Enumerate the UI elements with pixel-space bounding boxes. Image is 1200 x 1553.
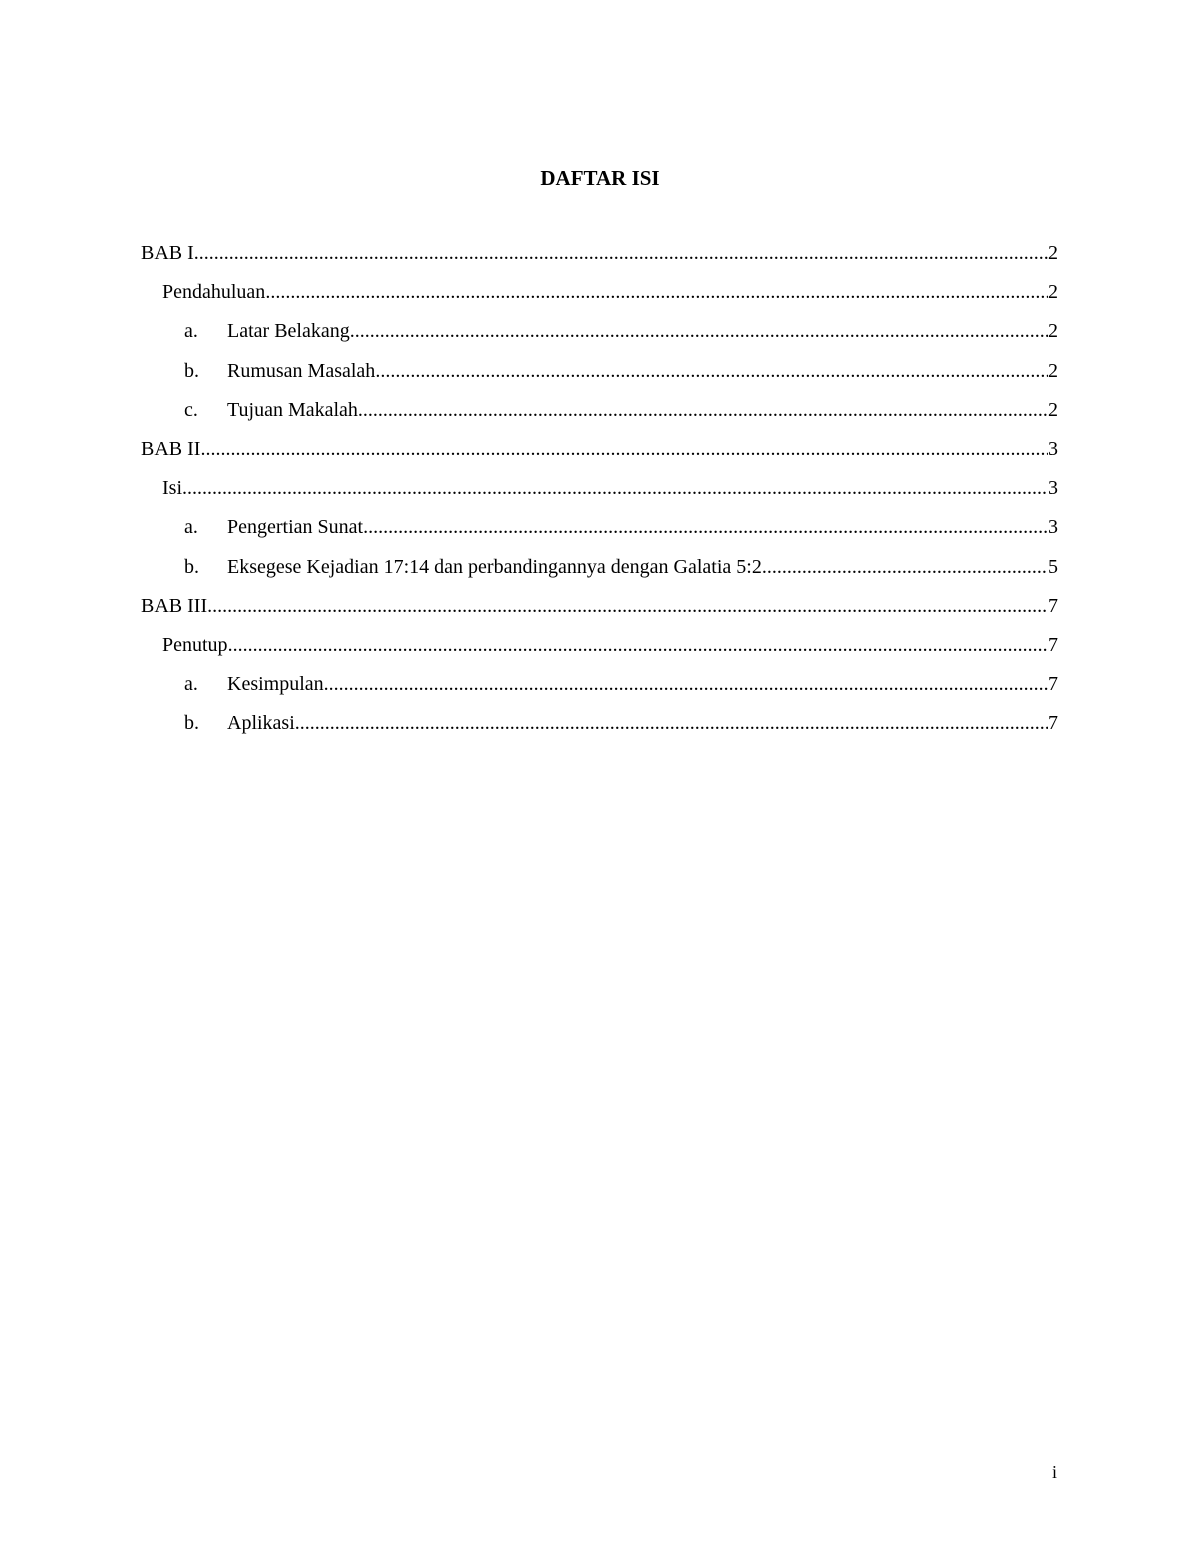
page-title: DAFTAR ISI — [540, 166, 660, 190]
toc-entry-marker: b. — [184, 712, 199, 735]
toc-page-number: 2 — [1048, 242, 1058, 264]
toc-page-number: 7 — [1048, 673, 1058, 696]
toc-entry-label: Eksegese Kejadian 17:14 dan perbandingannya dengan Galatia 5:2 — [227, 555, 762, 578]
toc-entry-label: Kesimpulan — [227, 673, 324, 696]
toc-entry-bab-1[interactable] — [141, 236, 1058, 275]
toc-entry-latar-belakang[interactable] — [141, 314, 1058, 353]
toc-entry-label: Pengertian Sunat — [227, 516, 364, 539]
toc-entry-label: Rumusan Masalah — [227, 359, 376, 382]
toc-entry-label: BAB III — [141, 594, 208, 617]
toc-leader-dots — [295, 706, 1048, 740]
footer-page-number: i — [1051, 1462, 1057, 1482]
toc-leader-dots — [358, 393, 1048, 427]
toc-entry-label: BAB I — [141, 242, 194, 264]
toc-entry-aplikasi[interactable] — [141, 706, 1058, 745]
toc-leader-dots — [375, 354, 1048, 388]
toc-page-number: 2 — [1048, 281, 1058, 304]
toc-entry-eksegese[interactable] — [141, 550, 1058, 589]
toc-entry-label: Pendahuluan — [162, 281, 266, 304]
toc-entry-penutup[interactable] — [141, 628, 1058, 667]
toc-entry-marker: a. — [184, 516, 198, 539]
toc-leader-dots — [265, 275, 1048, 309]
toc-leader-dots — [762, 550, 1048, 584]
toc-entry-marker: a. — [184, 320, 198, 343]
toc-entry-label: Latar Belakang — [227, 320, 350, 343]
toc-page-number: 7 — [1048, 712, 1058, 735]
toc-entry-label: Tujuan Makalah — [227, 398, 358, 421]
toc-page-number: 3 — [1048, 516, 1058, 539]
toc-leader-dots — [194, 236, 1048, 270]
toc-entry-pengertian-sunat[interactable] — [141, 510, 1058, 549]
toc-entry-marker: c. — [184, 398, 198, 421]
toc-leader-dots — [324, 667, 1048, 701]
toc-entry-marker: b. — [184, 555, 199, 578]
toc-leader-dots — [350, 314, 1048, 348]
toc-entry-pendahuluan[interactable] — [141, 275, 1058, 314]
toc-entry-isi[interactable] — [141, 471, 1058, 510]
table-of-contents — [141, 236, 1058, 745]
toc-page-number: 3 — [1048, 477, 1058, 500]
toc-page-number: 2 — [1048, 359, 1058, 382]
toc-entry-label: Isi — [162, 477, 182, 500]
toc-page-number: 7 — [1048, 594, 1058, 617]
toc-leader-dots — [228, 628, 1048, 662]
toc-entry-bab-3[interactable] — [141, 589, 1058, 628]
toc-entry-marker: b. — [184, 359, 199, 382]
toc-entry-label: BAB II — [141, 437, 201, 460]
toc-entry-label: Penutup — [162, 633, 228, 656]
toc-leader-dots — [363, 510, 1048, 544]
toc-entry-bab-2[interactable] — [141, 432, 1058, 471]
toc-page-number: 2 — [1048, 320, 1058, 343]
toc-entry-marker: a. — [184, 673, 198, 696]
toc-entry-kesimpulan[interactable] — [141, 667, 1058, 706]
toc-page-number: 2 — [1048, 398, 1058, 421]
toc-leader-dots — [207, 589, 1048, 623]
toc-page-number: 5 — [1048, 555, 1058, 578]
toc-page-number: 7 — [1048, 633, 1058, 656]
toc-entry-label: Aplikasi — [227, 712, 295, 735]
toc-entry-rumusan-masalah[interactable] — [141, 354, 1058, 393]
toc-leader-dots — [182, 471, 1048, 505]
toc-leader-dots — [200, 432, 1048, 466]
toc-page-number: 3 — [1048, 437, 1058, 460]
toc-entry-tujuan-makalah[interactable] — [141, 393, 1058, 432]
